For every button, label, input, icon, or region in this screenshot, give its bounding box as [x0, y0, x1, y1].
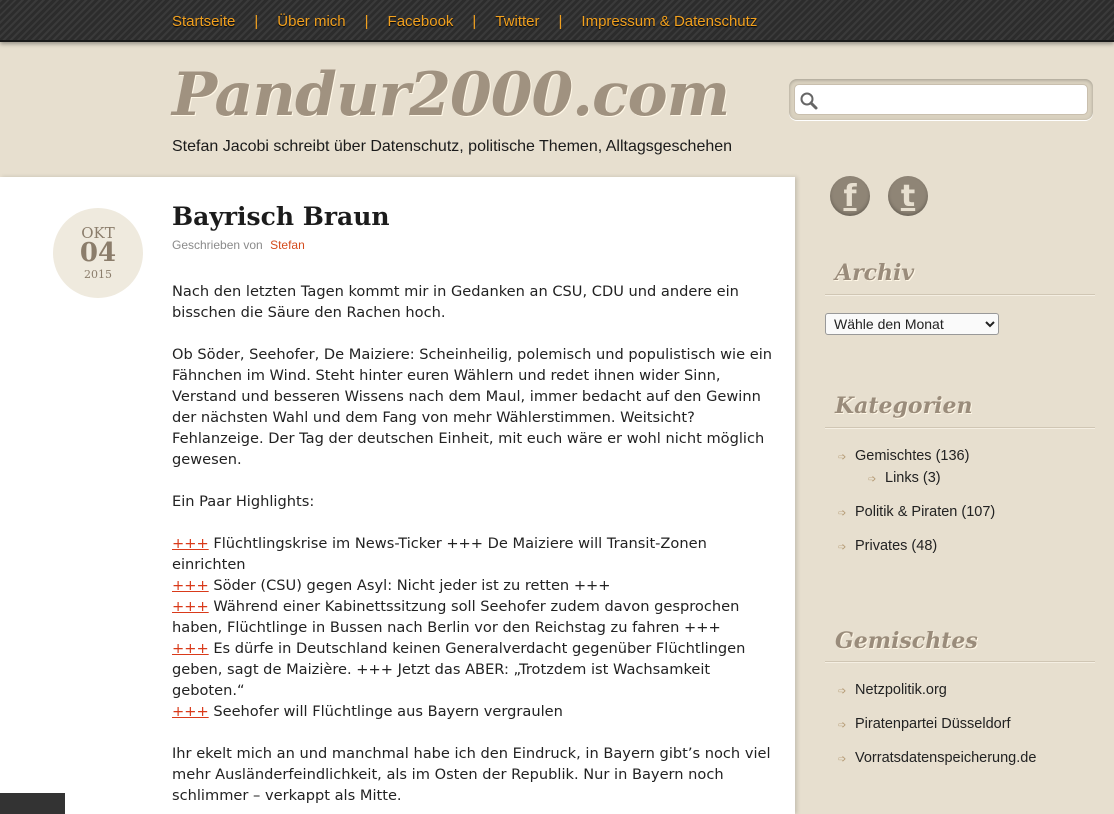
nav-link-twitter[interactable]: Twitter: [495, 12, 540, 30]
link-item-piratenpartei: [838, 716, 1011, 732]
ticker-link[interactable]: +++: [172, 640, 209, 657]
ticker-text: Es dürfe in Deutschland keinen Generalverdacht gegenüber Flüchtlingen geben, sagt de Maizière. +++ Jetzt das ABER: „Trotzdem ist Wachsamkeit geboten.“: [172, 640, 746, 699]
post-meta-label: Geschrieben von: [172, 238, 263, 252]
nav-link-facebook[interactable]: Facebook: [387, 12, 454, 30]
nav-separator: |: [364, 12, 369, 30]
link-item-netzpolitik: [838, 682, 947, 698]
arrow-icon: ➩: [838, 542, 847, 553]
ticker-text: Während einer Kabinettssitzung soll Seehofer zudem davon gesprochen haben, Flüchtlinge in Bussen nach Berlin vor den Reichstag zu fahren +++: [172, 598, 740, 636]
ticker-link[interactable]: +++: [172, 703, 209, 720]
category-count: (107): [961, 504, 996, 520]
arrow-icon: ➩: [868, 474, 877, 485]
post-paragraph: Nach den letzten Tagen kommt mir in Gedanken an CSU, CDU und andere ein bisschen die Säure den Rachen hoch.: [172, 283, 739, 321]
category-link[interactable]: Links: [885, 470, 919, 486]
nav-separator: |: [254, 12, 259, 30]
nav-link-startseite[interactable]: Startseite: [172, 12, 236, 30]
post-date-year: 2015: [84, 268, 112, 281]
post-paragraph: Ob Söder, Seehofer, De Maiziere: Scheinheilig, polemisch und populistisch wie ein Fähnchen im Wind. Steht hinter euren Wählern und redet ihnen wider Sinn, Verstand und besseren Wissens nach dem Maul, immer bedacht auf den Gewinn der nächsten Wahl und dem Fang von mehr Wählerstimmen. Weitsicht? Fehlanzeige. Der Tag der deutschen Einheit, mit euch wäre er wohl nicht möglich gewesen.: [172, 346, 773, 468]
post-paragraph: Ein Paar Highlights:: [172, 493, 315, 510]
ticker-list: [172, 533, 772, 722]
ticker-link[interactable]: +++: [172, 577, 209, 594]
ticker-text: Söder (CSU) gegen Asyl: Nicht jeder ist zu retten +++: [208, 577, 611, 594]
arrow-icon: ➩: [838, 686, 847, 697]
search-box: [789, 79, 1093, 120]
ticker-line: [172, 598, 739, 636]
post-date-day: 04: [79, 238, 117, 268]
footer-tab: [0, 793, 65, 814]
twitter-icon[interactable]: t: [888, 176, 928, 216]
sidebar-link[interactable]: Piratenpartei Düsseldorf: [855, 716, 1011, 732]
category-link[interactable]: Politik & Piraten: [855, 504, 958, 520]
widget-divider: [825, 427, 1095, 429]
ticker-link[interactable]: +++: [172, 598, 209, 615]
category-item-links: [868, 470, 941, 486]
arrow-icon: ➩: [838, 508, 847, 519]
nav-link-ueber-mich[interactable]: Über mich: [277, 12, 346, 30]
site-title[interactable]: Pandur2000.com: [172, 60, 730, 130]
category-count: (136): [935, 448, 970, 464]
site-tagline: Stefan Jacobi schreibt über Datenschutz, politische Themen, Alltagsgeschehen: [172, 138, 733, 155]
category-count: (3): [922, 470, 941, 486]
widget-divider: [825, 294, 1095, 296]
category-count: (48): [911, 538, 938, 554]
post-meta: [172, 238, 305, 252]
post-paragraph: Ihr ekelt mich an und manchmal habe ich den Eindruck, in Bayern gibt’s noch viel mehr Ausländerfeindlichkeit, als im Osten der Republik. Nur in Bayern noch schlimmer – verkappt als Mitte.: [172, 745, 771, 804]
post-title[interactable]: Bayrisch Braun: [172, 202, 390, 231]
ticker-text: Seehofer will Flüchtlinge aus Bayern vergraulen: [208, 703, 563, 720]
category-link[interactable]: Gemischtes: [855, 448, 932, 464]
nav-link-impressum[interactable]: Impressum & Datenschutz: [581, 12, 758, 30]
category-item-gemischtes: [838, 448, 970, 464]
archive-select[interactable]: [825, 313, 999, 335]
arrow-icon: ➩: [838, 720, 847, 731]
ticker-line: [172, 535, 707, 573]
ticker-line: [172, 577, 611, 594]
archive-widget-title: Archiv: [835, 260, 915, 286]
links-widget-title: Gemischtes: [835, 628, 978, 654]
category-link[interactable]: Privates: [855, 538, 908, 554]
category-item-politik: [838, 504, 996, 520]
categories-widget-title: Kategorien: [835, 393, 973, 419]
nav-separator: |: [558, 12, 563, 30]
ticker-text: Flüchtlingskrise im News-Ticker +++ De Maiziere will Transit-Zonen einrichten: [172, 535, 707, 573]
arrow-icon: ➩: [838, 754, 847, 765]
search-icon: [799, 91, 819, 111]
top-navigation: [0, 0, 1114, 42]
ticker-line: [172, 640, 745, 699]
arrow-icon: ➩: [838, 452, 847, 463]
sidebar-link[interactable]: Vorratsdatenspeicherung.de: [855, 750, 1037, 766]
widget-divider: [825, 661, 1095, 663]
sidebar-link[interactable]: Netzpolitik.org: [855, 682, 947, 698]
facebook-icon[interactable]: f: [830, 176, 870, 216]
link-item-vorratsdaten: [838, 750, 1037, 766]
post-body: [172, 281, 772, 814]
ticker-link[interactable]: +++: [172, 535, 209, 552]
ticker-line: [172, 703, 563, 720]
post-author-link[interactable]: Stefan: [270, 238, 305, 252]
post-date-month: OKT: [81, 224, 115, 242]
search-input[interactable]: [794, 84, 1088, 115]
nav-separator: |: [472, 12, 477, 30]
post-date-badge: [53, 208, 143, 298]
category-item-privates: [838, 538, 938, 554]
